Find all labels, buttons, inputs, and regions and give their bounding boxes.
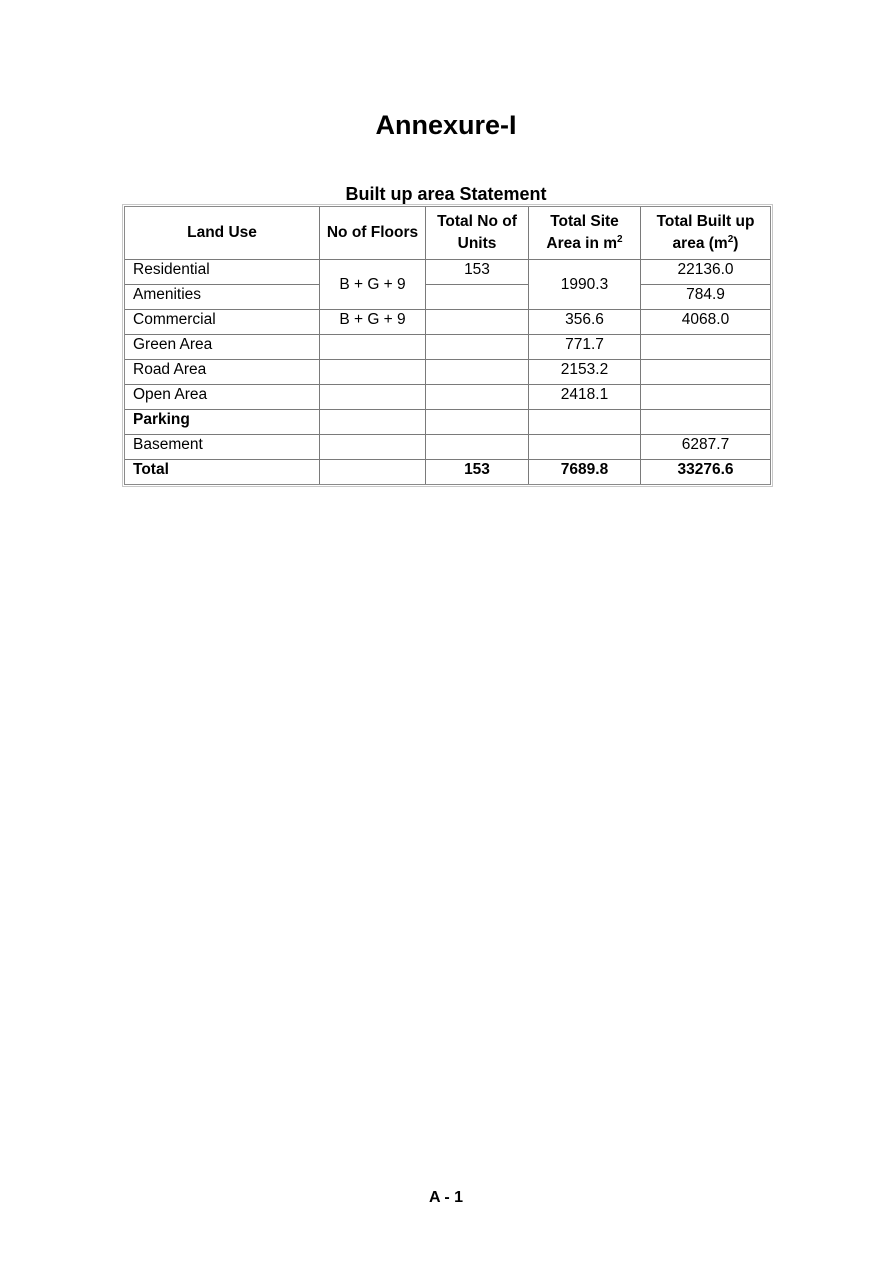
cell-floors xyxy=(320,335,426,360)
cell-land-use: Road Area xyxy=(125,360,320,385)
table-row xyxy=(125,435,770,460)
cell-units xyxy=(426,335,529,360)
header-total-units: Total No of Units xyxy=(426,207,529,260)
cell-built-up: 4068.0 xyxy=(641,310,770,335)
cell-land-use: Green Area xyxy=(125,335,320,360)
built-up-area-table xyxy=(124,206,771,485)
cell-site-area: 1990.3 xyxy=(529,260,641,310)
cell-site-area xyxy=(529,410,641,435)
cell-site-area: 2153.2 xyxy=(529,360,641,385)
cell-site-area: 7689.8 xyxy=(529,460,641,484)
header-no-of-floors: No of Floors xyxy=(320,207,426,260)
cell-built-up: 33276.6 xyxy=(677,461,734,478)
table-row xyxy=(125,410,770,435)
header-land-use: Land Use xyxy=(125,207,320,260)
cell-units: 153 xyxy=(426,260,529,285)
cell-units xyxy=(426,360,529,385)
cell-built-up: 784.9 xyxy=(641,285,770,310)
table-row xyxy=(125,360,770,385)
cell-land-use: Residential xyxy=(125,260,320,285)
cell-floors xyxy=(320,385,426,410)
cell-units: 153 xyxy=(426,460,529,484)
table-row xyxy=(125,385,770,410)
cell-built-up xyxy=(641,360,770,385)
cell-floors xyxy=(320,435,426,460)
cell-units xyxy=(426,385,529,410)
cell-land-use: Parking xyxy=(125,410,320,435)
cell-floors xyxy=(320,410,426,435)
cell-floors xyxy=(320,460,426,484)
cell-built-up: 22136.0 xyxy=(641,260,770,285)
table-row xyxy=(125,310,770,335)
cell-land-use: Basement xyxy=(125,435,320,460)
header-total-site-area: Total Site Area in $m^2$ xyxy=(529,207,641,260)
table-row xyxy=(125,285,770,310)
header-row xyxy=(125,207,770,260)
cell-units xyxy=(426,435,529,460)
cell-site-area xyxy=(529,435,641,460)
table-row xyxy=(125,335,770,360)
cell-built-up xyxy=(641,410,770,435)
cell-floors: B + G + 9 xyxy=(320,310,426,335)
header-total-built-up-area: Total Built up area $(m^2)$ xyxy=(641,207,770,260)
table-caption: Built up area Statement xyxy=(345,184,547,204)
cell-built-up xyxy=(641,335,770,360)
page-number: A - 1 xyxy=(428,1189,464,1206)
cell-units xyxy=(426,410,529,435)
cell-land-use: Total xyxy=(125,460,320,484)
cell-floors: B + G + 9 xyxy=(320,260,426,310)
cell-site-area: 2418.1 xyxy=(529,385,641,410)
cell-built-up: 6287.7 xyxy=(641,435,770,460)
cell-floors xyxy=(320,360,426,385)
cell-units xyxy=(426,310,529,335)
cell-site-area: 771.7 xyxy=(529,335,641,360)
cell-land-use: Commercial xyxy=(125,310,320,335)
total-row xyxy=(125,460,770,484)
cell-land-use: Amenities xyxy=(125,285,320,310)
table-row xyxy=(125,260,770,285)
cell-land-use: Open Area xyxy=(125,385,320,410)
cell-site-area: 356.6 xyxy=(529,310,641,335)
cell-built-up xyxy=(641,385,770,410)
cell-units xyxy=(426,285,529,310)
page-title: Annexure-I xyxy=(375,110,517,140)
